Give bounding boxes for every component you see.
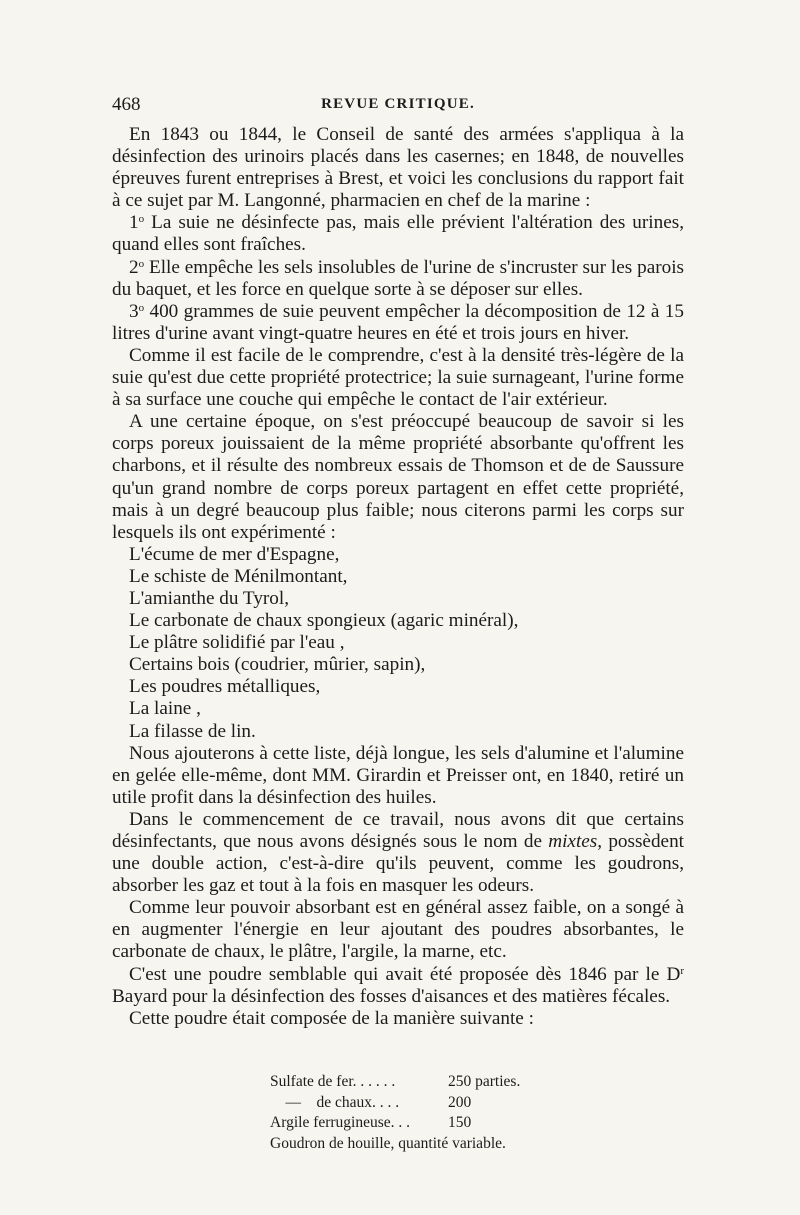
ingredient-quantity: 250 parties. [448,1073,521,1090]
conclusion-3 [112,301,684,345]
text-run: C'est une poudre semblable qui avait été proposée dès 1846 par le D [129,963,681,985]
list-item: La filasse de lin. [129,720,256,742]
recipe-row [270,1093,630,1114]
list-item: L'amianthe du Tyrol, [129,587,290,609]
conclusion-number: 1 [129,212,139,234]
ingredient-quantity: 150 [448,1114,472,1131]
list-item: Le schiste de Ménilmontant, [129,565,348,587]
recipe-table [270,1072,630,1154]
ordinal-mark: o [138,301,145,314]
conclusion-text: 400 grammes de suie peuvent empêcher la décomposition de 12 à 15 litres d'urine avant vingt-quatre heures en été et trois jours en hiver. [112,300,684,344]
list-item: Certains bois (coudrier, mûrier, sapin), [129,654,426,676]
recipe-row [270,1134,630,1155]
paragraph-commencement [112,809,684,897]
porous-bodies-list [112,544,684,743]
paragraph-composee: Cette poudre était composée de la manière suivante : [129,1007,534,1029]
superscript: r [680,964,684,977]
text-run: Dans le commencement de ce travail, nous avons dit que certains désinfectants, que nous avons désignés sous le nom de [112,808,684,852]
paragraph-ajouterons: Nous ajouterons à cette liste, déjà longue, les sels d'alumine et l'alumine en gelée elle-même, dont MM. Girardin et Preisser ont, en 1840, retiré un utile profit dans la désinfection des huiles. [112,742,684,808]
ordinal-mark: o [138,257,145,270]
conclusion-1 [112,212,684,256]
paragraph-comprendre: Comme il est facile de le comprendre, c'est à la densité très-légère de la suie qu'est due cette propriété protectrice; la suie surnageant, l'urine forme à sa surface une couche qui empêche le contact de l'air extérieur. [112,344,684,411]
ingredient-name: — de chaux. . . . [270,1093,400,1111]
ingredient-name: Sulfate de fer. . . . . . [270,1073,396,1090]
conclusion-number: 2 [129,256,139,278]
ingredient-quantity: 200 [448,1093,472,1111]
conclusion-text: Elle empêche les sels insolubles de l'urine de s'incruster sur les parois du baquet, et les force en quelque sorte à se déposer sur elles. [112,256,684,300]
italic-term: mixtes [548,831,598,852]
text-run: Bayard pour la désinfection des fosses d'aisances et des matières fécales. [112,985,671,1007]
list-item: La laine , [129,698,201,720]
ingredient-name: Argile ferrugineuse. . . [270,1114,411,1131]
page-header [112,94,684,120]
text-run: , possèdent une double action, c'est-à-dire qu'ils peuvent, comme les goudrons, absorber les gaz et tout à la fois en masquer les odeurs. [112,831,684,897]
ingredient-name: Goudron de houille, quantité variable. [270,1134,506,1152]
ordinal-mark: o [138,213,145,226]
page-body [112,124,684,1030]
list-item: Le carbonate de chaux spongieux (agaric minéral), [129,610,519,632]
running-title: REVUE CRITIQUE. [321,96,475,112]
page-number: 468 [112,94,141,115]
paragraph-bayard [112,964,684,1008]
paragraph-epoque: A une certaine époque, on s'est préoccupé beaucoup de savoir si les corps poreux jouissaient de la même propriété absorbante qu'offrent les charbons, et il résulte des nombreux essais de Thomson et de de Saussure qu'un grand nombre de corps poreux partagent en effet cette propriété, mais à un degré beaucoup plus faible; nous citerons parmi les corps sur lesquels ils ont expérimenté : [112,411,684,543]
list-item: L'écume de mer d'Espagne, [129,543,340,565]
conclusion-text: La suie ne désinfecte pas, mais elle prévient l'altération des urines, quand elles sont fraîches. [112,212,684,256]
list-item: Les poudres métalliques, [129,676,321,698]
paragraph-intro: En 1843 ou 1844, le Conseil de santé des armées s'appliqua à la désinfection des urinoirs placés dans les casernes; en 1848, de nouvelles épreuves furent entreprises à Brest, et voici les conclusions du rapport fait à ce sujet par M. Langonné, pharmacien en chef de la marine : [112,124,684,212]
conclusion-number: 3 [129,300,139,322]
list-item: Le plâtre solidifié par l'eau , [129,632,345,654]
paragraph-pouvoir: Comme leur pouvoir absorbant est en général assez faible, on a songé à en augmenter l'énergie en leur ajoutant des poudres absorbantes, le carbonate de chaux, le plâtre, l'argile, la marne, etc. [112,897,684,963]
recipe-row [270,1113,630,1134]
conclusion-2 [112,257,684,301]
recipe-row [270,1072,630,1093]
